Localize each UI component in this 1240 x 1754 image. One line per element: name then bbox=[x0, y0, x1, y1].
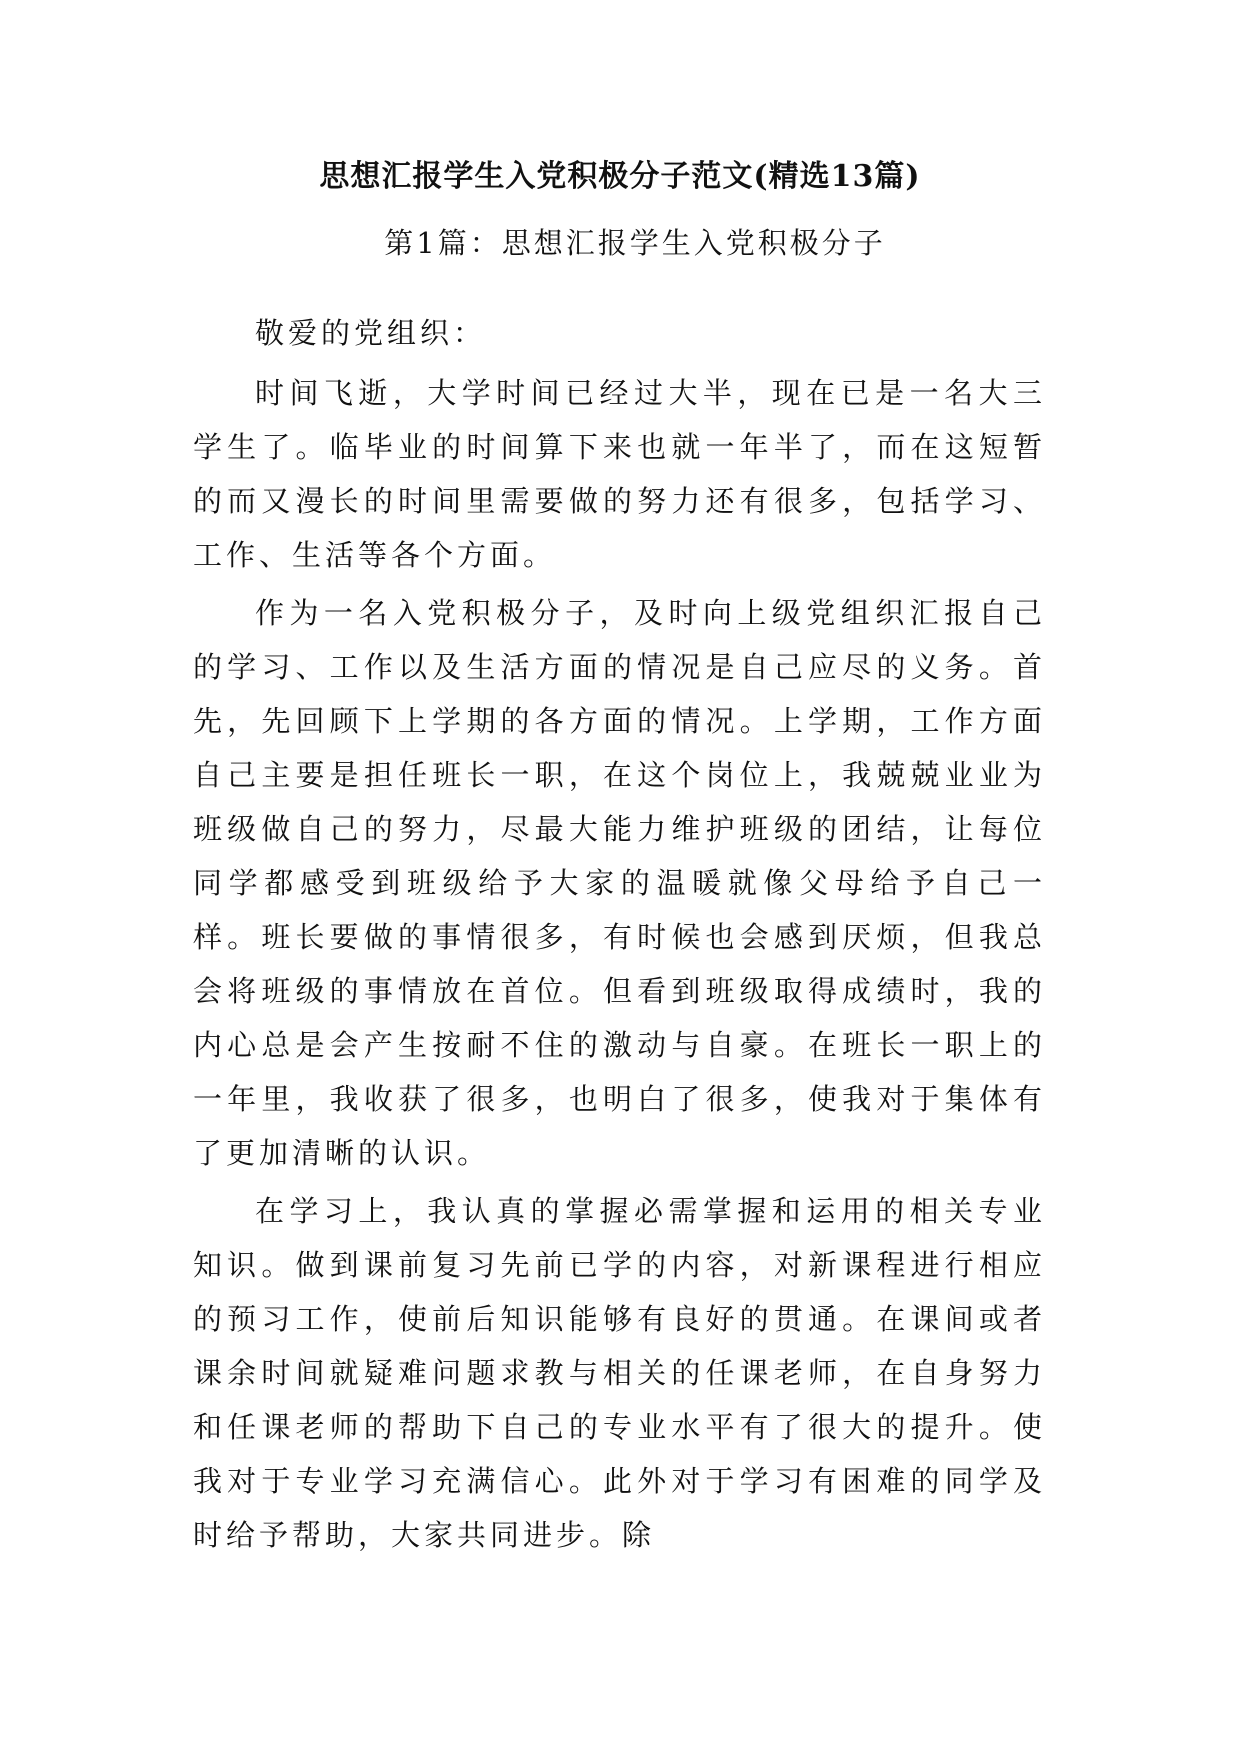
paragraph-3: 在学习上，我认真的掌握必需掌握和运用的相关专业知识。做到课前复习先前已学的内容，对新课程进行相应的预习工作，使前后知识能够有良好的贯通。在课间或者课余时间就疑难问题求教与相关的任课老师，在自身努力和任课老师的帮助下自己的专业水平有了很大的提升。使我对于专业学习充满信心。此外对于学习有困难的同学及时给予帮助，大家共同进步。除 bbox=[193, 1194, 1046, 1552]
paragraph-2: 作为一名入党积极分子，及时向上级党组织汇报自己的学习、工作以及生活方面的情况是自己应尽的义务。首先，先回顾下上学期的各方面的情况。上学期，工作方面自己主要是担任班长一职，在这个岗位上，我兢兢业业为班级做自己的努力，尽最大能力维护班级的团结，让每位同学都感受到班级给予大家的温暖就像父母给予自己一样。班长要做的事情很多，有时候也会感到厌烦，但我总会将班级的事情放在首位。但看到班级取得成绩时，我的内心总是会产生按耐不住的激动与自豪。在班长一职上的一年里，我收获了很多，也明白了很多，使我对于集体有了更加清晰的认识。 bbox=[193, 596, 1046, 1170]
salutation: 敬爱的党组织： bbox=[255, 316, 487, 350]
document-title: 思想汇报学生入党积极分子范文(精选13篇) bbox=[319, 159, 921, 194]
paragraph-1: 时间飞逝，大学时间已经过大半，现在已是一名大三学生了。临毕业的时间算下来也就一年半了，而在这短暂的而又漫长的时间里需要做的努力还有很多，包括学习、工作、生活等各个方面。 bbox=[193, 376, 1046, 572]
document-body bbox=[193, 306, 1046, 1566]
document-subtitle: 第1篇：思想汇报学生入党积极分子 bbox=[384, 226, 886, 260]
